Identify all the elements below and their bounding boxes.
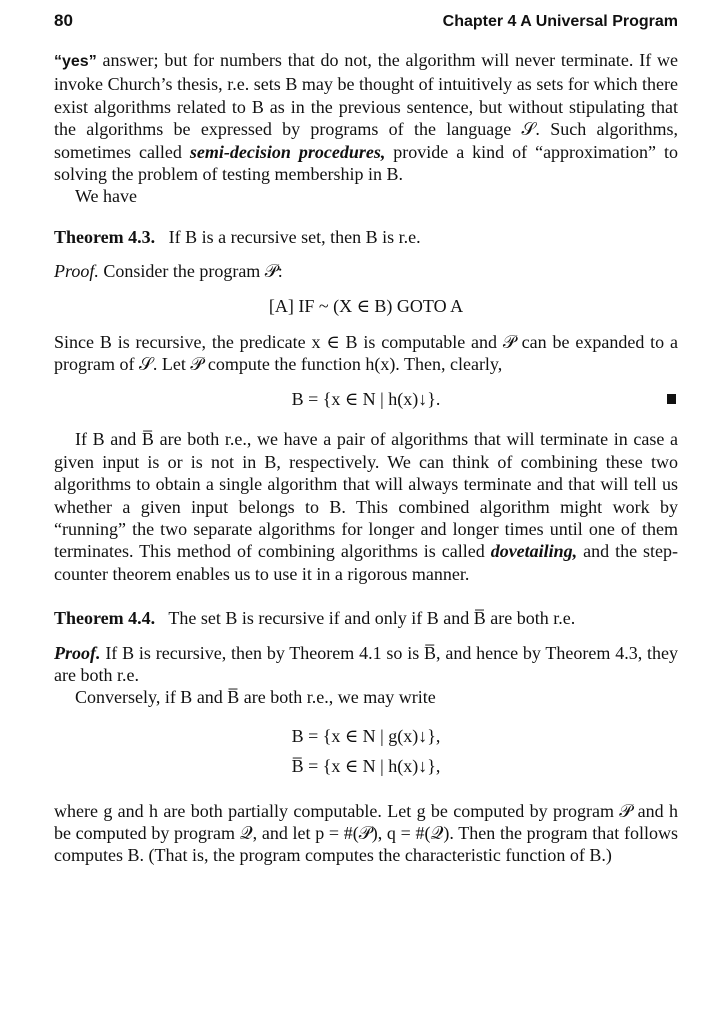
page-number: 80 — [54, 11, 73, 30]
equation-b-h: B = {x ∈ N | h(x)↓}. — [291, 388, 441, 409]
program-line: [A] IF ~ (X ∈ B) GOTO A — [268, 295, 464, 316]
equation-b-g: B = {x ∈ N | g(x)↓}, — [291, 725, 441, 746]
proof-4-4-text: If B is recursive, then by Theorem 4.1 so is B̅, and hence by Theorem 4.3, they are both r.e. — [54, 642, 679, 685]
running-head: Chapter 4 A Universal Program — [442, 13, 678, 30]
proof-4-3-intro — [54, 260, 678, 282]
proof-4-4-conversely: Conversely, if B and B̅ are both r.e., we may write — [75, 687, 436, 708]
we-have-line: We have — [75, 186, 138, 207]
equation-bbar-h: B̅ = {x ∈ N | h(x)↓}, — [291, 756, 441, 777]
term-semi-decision: semi-decision procedures, — [189, 141, 386, 162]
paragraph-dovetailing — [54, 428, 678, 585]
proof-4-3-label: Proof. — [54, 261, 99, 282]
qed-box — [667, 394, 676, 404]
theorem-4-3 — [54, 226, 678, 248]
paragraph-intro-text-2: provide a kind of “approximation” to solving the problem of testing membership in B. — [54, 141, 678, 185]
paragraph-intro-text: answer; but for numbers that do not, the algorithm will never terminate. If we invoke Church’s thesis, r.e. sets B may be thought of intuitively as sets for which there exist algorithms related to B as in the previous sentence, but without stipulating that the algorithms be expressed by programs of the language 𝒮. Such algorithms, sometimes called — [54, 50, 678, 162]
paragraph-dovetailing-text: If B and B̅ are both r.e., we have a pair of algorithms that will terminate in case a given input is or is not in B, respectively. We can think of combining these two algorithms to obtain a single algorithm that will always terminate and that will tell us whether a given input belongs to B. This combined algorithm might work by “running” the two separate algorithms for longer and longer times until one of them terminates. This method of combining algorithms is called — [54, 429, 678, 562]
proof-4-3-body: Since B is recursive, the predicate x ∈ B is computable and 𝒫 can be expanded to a program of 𝒮. Let 𝒫 compute the function h(x). Then, clearly, — [54, 332, 678, 375]
proof-4-4-label: Proof. — [54, 642, 101, 663]
page-header — [54, 10, 678, 32]
proof-4-4 — [54, 642, 678, 687]
proof-4-3-intro-text: Consider the program 𝒫: — [103, 261, 283, 282]
theorem-4-4-label: Theorem 4.4. — [54, 608, 156, 629]
term-dovetailing: dovetailing, — [490, 541, 578, 562]
theorem-4-4 — [54, 607, 678, 629]
paragraph-dovetailing-text-2: and the step-counter theorem enables us to use it in a rigorous manner. — [54, 541, 679, 584]
proof-4-4-final: where g and h are both partially computable. Let g be computed by program 𝒫 and h be computed by program 𝒬, and let p = #(𝒫), q = #(𝒬). Then the program that follows computes B. (That is, the program computes the characteristic function of B.) — [54, 800, 678, 866]
equation-row-4-3 — [54, 388, 678, 410]
page — [54, 10, 678, 867]
theorem-4-3-statement: If B is a recursive set, then B is r.e. — [168, 226, 421, 247]
paragraph-intro — [54, 49, 678, 185]
theorem-4-4-statement: The set B is recursive if and only if B and B̅ are both r.e. — [168, 608, 576, 629]
yes-quote: “yes” — [54, 53, 97, 70]
theorem-4-3-label: Theorem 4.3. — [54, 226, 156, 247]
